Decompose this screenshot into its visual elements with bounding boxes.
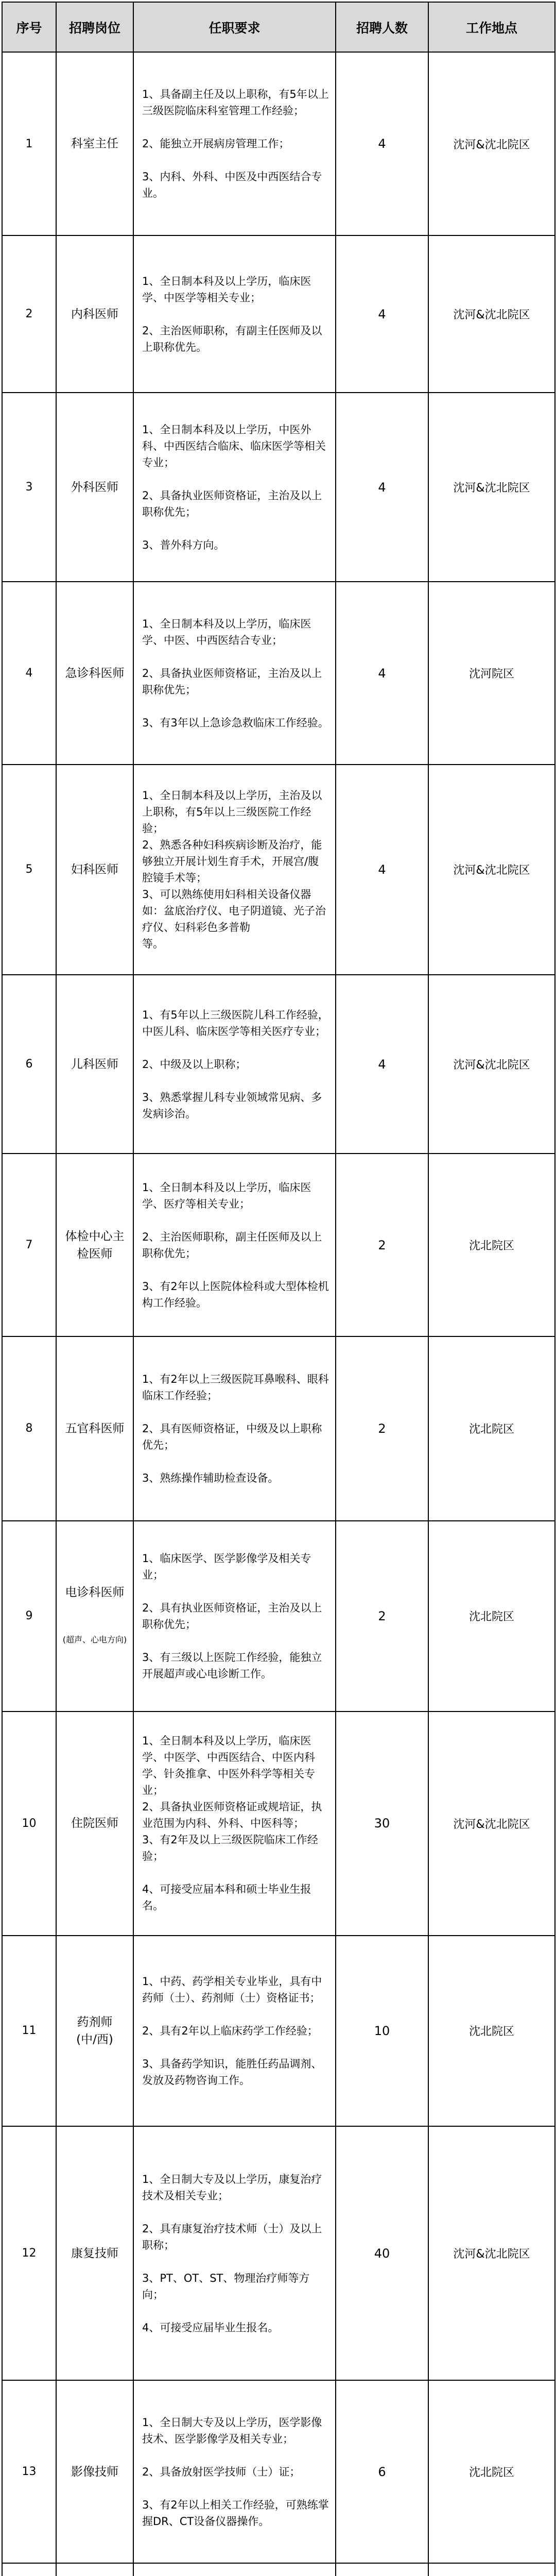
requirement-line: 3、可以熟练使用妇科相关设备仪器如：盆底治疗仪、电子阴道镜、光子治疗仪、妇科彩色多普勒 bbox=[142, 888, 326, 934]
table-row bbox=[2, 1711, 555, 1936]
position-cell bbox=[56, 2563, 133, 2576]
requirement-line bbox=[142, 1583, 329, 1600]
requirements-cell bbox=[133, 2380, 336, 2563]
row-number: 7 bbox=[2, 1154, 56, 1336]
requirement-line bbox=[142, 2006, 329, 2023]
position-cell bbox=[56, 52, 133, 235]
position-title: 康复技师 bbox=[71, 2246, 118, 2260]
requirement-line bbox=[142, 2303, 329, 2319]
position-cell bbox=[56, 2126, 133, 2381]
table-row bbox=[2, 393, 555, 582]
row-number: 12 bbox=[2, 2126, 56, 2381]
requirements-cell bbox=[133, 1336, 336, 1521]
table-row bbox=[2, 1936, 555, 2126]
recruitment-table bbox=[2, 2, 555, 2576]
requirement-line: 1、全日制本科及以上学历，临床医学、中医学等相关专业； bbox=[142, 275, 311, 304]
row-number bbox=[2, 2563, 56, 2576]
position-cell bbox=[56, 393, 133, 582]
requirements-cell bbox=[133, 582, 336, 764]
hire-count: 2 bbox=[336, 1336, 428, 1521]
header-location: 工作地点 bbox=[428, 2, 555, 52]
requirement-line bbox=[142, 2253, 329, 2270]
requirement-line: 3、熟练操作辅助检查设备。 bbox=[142, 1471, 279, 1484]
position-title: 科室主任 bbox=[71, 137, 118, 151]
header-no: 序号 bbox=[2, 2, 56, 52]
position-title: 体检中心主检医师 bbox=[65, 1229, 125, 1261]
requirement-line: 2、具有康复治疗技术师（士）及以上职称； bbox=[142, 2222, 322, 2251]
table-row bbox=[2, 582, 555, 764]
requirement-line: 2、能独立开展病房管理工作； bbox=[142, 138, 290, 150]
requirement-line: 1、全日制本科及以上学历，主治及以上职称，有5年以上三级医院工作经验； bbox=[142, 789, 322, 835]
requirement-line: 3、有三级以上医院工作经验，能独立开展超声或心电诊断工作。 bbox=[142, 1651, 322, 1680]
hire-count: 4 bbox=[336, 765, 428, 975]
requirement-line: 2、具有2年以上临床药学工作经验； bbox=[142, 2024, 318, 2037]
requirement-line: 4、可接受应届本科和硕士毕业生报名。 bbox=[142, 1883, 311, 1912]
hire-count: 2 bbox=[336, 1521, 428, 1711]
row-number: 5 bbox=[2, 765, 56, 975]
requirement-line: 2、主治医师职称，副主任医师及以上职称优先； bbox=[142, 1230, 322, 1260]
requirement-line: 2、具备执业医师资格证或规培证，执业范围为内科、外科、中医科等； bbox=[142, 1801, 322, 1830]
position-cell bbox=[56, 765, 133, 975]
requirement-line: 3、内科、外科、中医及中西医结合专业。 bbox=[142, 171, 322, 200]
header-count: 招聘人数 bbox=[336, 2, 428, 52]
requirement-line bbox=[142, 152, 329, 168]
requirement-line: 1、全日制本科及以上学历，临床医学、医疗等相关专业； bbox=[142, 1181, 311, 1210]
requirement-line: 3、熟悉掌握儿科专业领域常见病、多发病诊治。 bbox=[142, 1091, 322, 1120]
table-row bbox=[2, 235, 555, 393]
position-title: 药剂师 (中/西) bbox=[76, 2015, 113, 2046]
requirements-cell bbox=[133, 2563, 336, 2576]
position-cell bbox=[56, 1154, 133, 1336]
work-location: 沈北院区 bbox=[428, 1521, 555, 1711]
work-location: 沈河&沈北院区 bbox=[428, 765, 555, 975]
requirement-line: 1、有5年以上三级医院儿科工作经验，中医儿科、临床医学等相关医疗专业； bbox=[142, 1008, 329, 1038]
position-title: 急诊科医师 bbox=[65, 666, 125, 680]
table-row bbox=[2, 2126, 555, 2381]
requirement-line: 2、具备放射医学技师（士）证； bbox=[142, 2465, 301, 2478]
requirement-line bbox=[142, 1453, 329, 1470]
hire-count: 2 bbox=[336, 1154, 428, 1336]
row-number: 6 bbox=[2, 975, 56, 1154]
table-body bbox=[2, 52, 555, 2576]
row-number: 11 bbox=[2, 1936, 56, 2126]
header-position: 招聘岗位 bbox=[56, 2, 133, 52]
requirement-line bbox=[142, 2039, 329, 2056]
table-row bbox=[2, 975, 555, 1154]
requirement-line: 1、全日制大专及以上学历，康复治疗技术及相关专业； bbox=[142, 2173, 322, 2202]
requirement-line: 2、具有执业医师资格证，主治及以上职称优先； bbox=[142, 1601, 322, 1631]
work-location: 沈河院区 bbox=[428, 582, 555, 764]
requirement-line: 2、中级及以上职称； bbox=[142, 1058, 247, 1071]
position-title: 儿科医师 bbox=[71, 1057, 118, 1071]
requirement-line: 3、PT、OT、ST、物理治疗师等方向； bbox=[142, 2272, 310, 2301]
row-number: 4 bbox=[2, 582, 56, 764]
requirements-cell bbox=[133, 1936, 336, 2126]
requirement-line bbox=[142, 1865, 329, 1881]
row-number: 8 bbox=[2, 1336, 56, 1521]
table-row bbox=[2, 52, 555, 235]
row-number: 1 bbox=[2, 52, 56, 235]
requirement-line bbox=[142, 1040, 329, 1056]
requirement-line: 2、具有医师资格证，中级及以上职称优先； bbox=[142, 1422, 322, 1451]
hire-count: 4 bbox=[336, 235, 428, 393]
requirements-cell bbox=[133, 1521, 336, 1711]
requirements-cell bbox=[133, 393, 336, 582]
requirement-line: 2、具备执业医师资格证，主治及以上职称优先； bbox=[142, 667, 322, 696]
position-title: 妇科医师 bbox=[71, 862, 118, 876]
requirement-line: 1、有2年以上三级医院耳鼻喉科、眼科临床工作经验； bbox=[142, 1372, 329, 1402]
hire-count: 40 bbox=[336, 2126, 428, 2381]
requirements-cell bbox=[133, 2126, 336, 2381]
position-title: 五官科医师 bbox=[65, 1421, 125, 1435]
requirement-line: 4、可接受应届毕业生报名。 bbox=[142, 2321, 279, 2334]
hire-count: 4 bbox=[336, 975, 428, 1154]
requirement-line: 2、具备执业医师资格证，主治及以上职称优先； bbox=[142, 489, 322, 518]
requirement-line: 1、中药、药学相关专业毕业，具有中药师（士）、药剂师（士）资格证书； bbox=[142, 1975, 322, 2004]
requirement-line bbox=[142, 119, 329, 135]
requirements-cell bbox=[133, 1711, 336, 1936]
requirements-cell bbox=[133, 52, 336, 235]
position-title: 电诊科医师 bbox=[65, 1585, 125, 1599]
row-number: 9 bbox=[2, 1521, 56, 1711]
work-location: 沈河&沈北院区 bbox=[428, 975, 555, 1154]
requirement-line bbox=[142, 698, 329, 715]
work-location: 沈河&沈北院区 bbox=[428, 1711, 555, 1936]
requirement-line: 3、有2年以上医院体检科或大型体检机构工作经验。 bbox=[142, 1280, 329, 1309]
requirement-line: 1、全日制本科及以上学历，临床医学、中医、中西医结合专业； bbox=[142, 617, 311, 647]
position-cell bbox=[56, 975, 133, 1154]
requirement-line: 3、有2年及以上三级医院临床工作经验； bbox=[142, 1834, 318, 1863]
requirement-line bbox=[142, 1404, 329, 1420]
hire-count: 30 bbox=[336, 1711, 428, 1936]
position-subtitle: (超声、心电方向) bbox=[62, 1634, 127, 1645]
hire-count: 10 bbox=[336, 1936, 428, 2126]
requirement-line bbox=[142, 2204, 329, 2221]
requirement-line bbox=[142, 649, 329, 665]
requirement-line: 3、普外科方向。 bbox=[142, 538, 225, 551]
header-requirements: 任职要求 bbox=[133, 2, 336, 52]
row-number: 2 bbox=[2, 235, 56, 393]
requirement-line bbox=[142, 2480, 329, 2497]
position-title: 外科医师 bbox=[71, 480, 118, 494]
hire-count bbox=[336, 2563, 428, 2576]
work-location: 沈北院区 bbox=[428, 2380, 555, 2563]
position-cell bbox=[56, 1336, 133, 1521]
requirement-line: 1、全日制大专及以上学历，医学影像技术、医学影像学及相关专业； bbox=[142, 2416, 322, 2445]
requirement-line bbox=[142, 471, 329, 487]
requirement-line bbox=[142, 1073, 329, 1089]
table-row bbox=[2, 1521, 555, 1711]
position-cell bbox=[56, 235, 133, 393]
requirements-cell bbox=[133, 765, 336, 975]
position-title: 内科医师 bbox=[71, 307, 118, 321]
work-location: 沈北院区 bbox=[428, 1936, 555, 2126]
row-number: 3 bbox=[2, 393, 56, 582]
table-row bbox=[2, 2380, 555, 2563]
requirement-line: 1、全日制本科及以上学历，中医外科、中西医结合临床、临床医学等相关专业； bbox=[142, 423, 326, 469]
hire-count: 4 bbox=[336, 582, 428, 764]
table-header-row bbox=[2, 2, 555, 52]
requirement-line bbox=[142, 520, 329, 537]
hire-count: 4 bbox=[336, 52, 428, 235]
row-number: 13 bbox=[2, 2380, 56, 2563]
position-cell bbox=[56, 1936, 133, 2126]
work-location: 沈河&沈北院区 bbox=[428, 393, 555, 582]
row-number: 10 bbox=[2, 1711, 56, 1936]
position-title: 住院医师 bbox=[71, 1817, 118, 1831]
requirement-line: 1、临床医学、医学影像学及相关专业； bbox=[142, 1552, 311, 1581]
requirement-line: 3、有2年以上相关工作经验，可熟练掌握DR、CT设备仪器操作。 bbox=[142, 2498, 329, 2528]
requirement-line bbox=[142, 2447, 329, 2464]
requirement-line: 2、熟悉各种妇科疾病诊断及治疗，能够独立开展计划生育手术，开展宫/腹腔镜手术等； bbox=[142, 838, 322, 884]
table-row bbox=[2, 1336, 555, 1521]
work-location: 沈北院区 bbox=[428, 1154, 555, 1336]
requirement-line: 等。 bbox=[142, 937, 164, 950]
requirement-line: 3、有3年以上急诊急救临床工作经验。 bbox=[142, 716, 329, 729]
position-cell bbox=[56, 582, 133, 764]
requirements-cell bbox=[133, 235, 336, 393]
work-location: 沈北院区 bbox=[428, 1336, 555, 1521]
requirements-cell bbox=[133, 975, 336, 1154]
work-location: 沈河&沈北院区 bbox=[428, 2126, 555, 2381]
work-location bbox=[428, 2563, 555, 2576]
position-cell bbox=[56, 2380, 133, 2563]
table-row bbox=[2, 1154, 555, 1336]
work-location: 沈河&沈北院区 bbox=[428, 52, 555, 235]
hire-count: 6 bbox=[336, 2380, 428, 2563]
requirement-line: 2、主治医师职称，有副主任医师及以上职称优先。 bbox=[142, 324, 322, 353]
position-title: 影像技师 bbox=[71, 2465, 118, 2479]
position-cell bbox=[56, 1521, 133, 1711]
requirement-line bbox=[142, 306, 329, 323]
table-row bbox=[2, 2563, 555, 2576]
requirement-line: 3、具备药学知识，能胜任药品调剂、发放及药物咨询工作。 bbox=[142, 2057, 322, 2087]
requirement-line: 1、全日制本科及以上学历，临床医学、中医学、中西医结合、中医内科学、针灸推拿、中医外科学等相关专业； bbox=[142, 1735, 315, 1797]
requirement-line bbox=[142, 1262, 329, 1278]
hire-count: 4 bbox=[336, 393, 428, 582]
requirement-line: 1、具备副主任及以上职称，有5年以上三级医院临床科室管理工作经验； bbox=[142, 88, 329, 117]
requirement-line bbox=[142, 1633, 329, 1649]
work-location: 沈河&沈北院区 bbox=[428, 235, 555, 393]
table-row bbox=[2, 765, 555, 975]
position-cell bbox=[56, 1711, 133, 1936]
requirement-line bbox=[142, 1212, 329, 1229]
requirements-cell bbox=[133, 1154, 336, 1336]
